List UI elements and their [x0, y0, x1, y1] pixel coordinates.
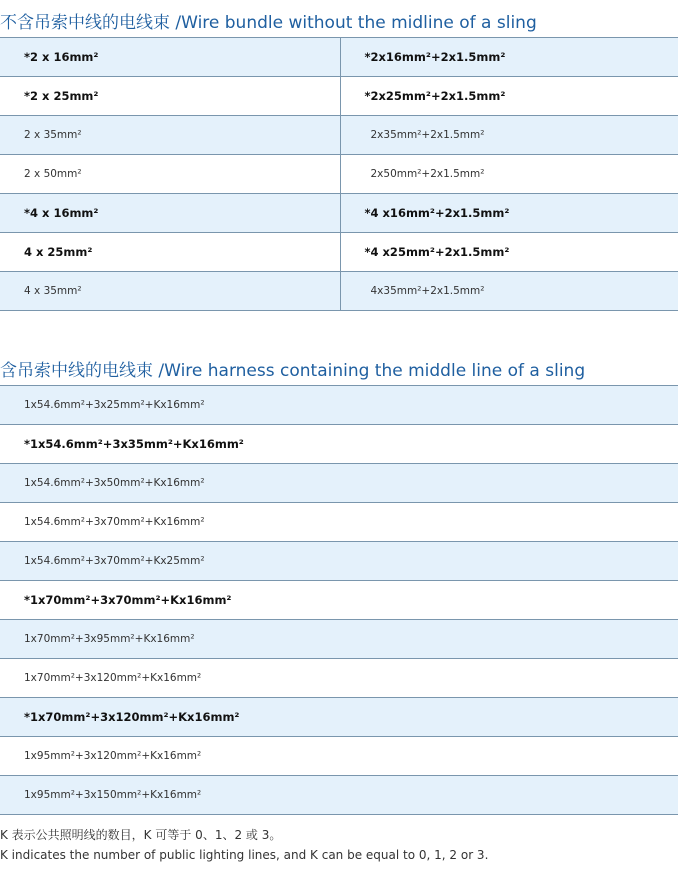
harness-cell: 1x70mm²+3x95mm²+Kx16mm² — [0, 620, 678, 659]
wire-bundle-table — [0, 37, 678, 311]
left-cell: 4 x 35mm² — [0, 272, 340, 311]
footnote-chinese: K 表示公共照明线的数目，K 可等于 0、1、2 或 3。 — [0, 828, 282, 842]
table-row — [0, 542, 678, 581]
harness-cell: *1x54.6mm²+3x35mm²+Kx16mm² — [0, 425, 678, 464]
harness-cell: 1x54.6mm²+3x50mm²+Kx16mm² — [0, 464, 678, 503]
harness-cell: *1x70mm²+3x120mm²+Kx16mm² — [0, 698, 678, 737]
table-row — [0, 77, 678, 116]
table-row — [0, 659, 678, 698]
table-row — [0, 386, 678, 425]
right-cell: *4 x25mm²+2x1.5mm² — [340, 233, 678, 272]
table-row — [0, 38, 678, 77]
harness-cell: *1x70mm²+3x70mm²+Kx16mm² — [0, 581, 678, 620]
harness-cell: 1x54.6mm²+3x70mm²+Kx25mm² — [0, 542, 678, 581]
right-cell: 2x35mm²+2x1.5mm² — [340, 116, 678, 155]
table-row — [0, 737, 678, 776]
left-cell: *2 x 25mm² — [0, 77, 340, 116]
right-cell: 4x35mm²+2x1.5mm² — [340, 272, 678, 311]
left-cell: *2 x 16mm² — [0, 38, 340, 77]
table-row — [0, 194, 678, 233]
section2-title: 含吊索中线的电线束 /Wire harness containing the middle line of a sling — [0, 361, 586, 381]
right-cell: *2x16mm²+2x1.5mm² — [340, 38, 678, 77]
section1-title: 不含吊索中线的电线束 /Wire bundle without the midline of a sling — [0, 13, 537, 33]
harness-cell: 1x95mm²+3x150mm²+Kx16mm² — [0, 776, 678, 815]
harness-cell: 1x54.6mm²+3x70mm²+Kx16mm² — [0, 503, 678, 542]
right-cell: *2x25mm²+2x1.5mm² — [340, 77, 678, 116]
harness-cell: 1x54.6mm²+3x25mm²+Kx16mm² — [0, 386, 678, 425]
table-row — [0, 116, 678, 155]
footnote-english: K indicates the number of public lighting lines, and K can be equal to 0, 1, 2 or 3. — [0, 848, 489, 862]
right-cell: 2x50mm²+2x1.5mm² — [340, 155, 678, 194]
left-cell: 2 x 35mm² — [0, 116, 340, 155]
right-cell: *4 x16mm²+2x1.5mm² — [340, 194, 678, 233]
harness-cell: 1x70mm²+3x120mm²+Kx16mm² — [0, 659, 678, 698]
wire-harness-table — [0, 385, 678, 815]
table-row — [0, 425, 678, 464]
table-row — [0, 464, 678, 503]
harness-cell: 1x95mm²+3x120mm²+Kx16mm² — [0, 737, 678, 776]
table-row — [0, 155, 678, 194]
left-cell: 4 x 25mm² — [0, 233, 340, 272]
table-row — [0, 272, 678, 311]
table-row — [0, 698, 678, 737]
left-cell: *4 x 16mm² — [0, 194, 340, 233]
table-row — [0, 776, 678, 815]
left-cell: 2 x 50mm² — [0, 155, 340, 194]
table-row — [0, 233, 678, 272]
table-row — [0, 581, 678, 620]
table-row — [0, 503, 678, 542]
table-row — [0, 620, 678, 659]
